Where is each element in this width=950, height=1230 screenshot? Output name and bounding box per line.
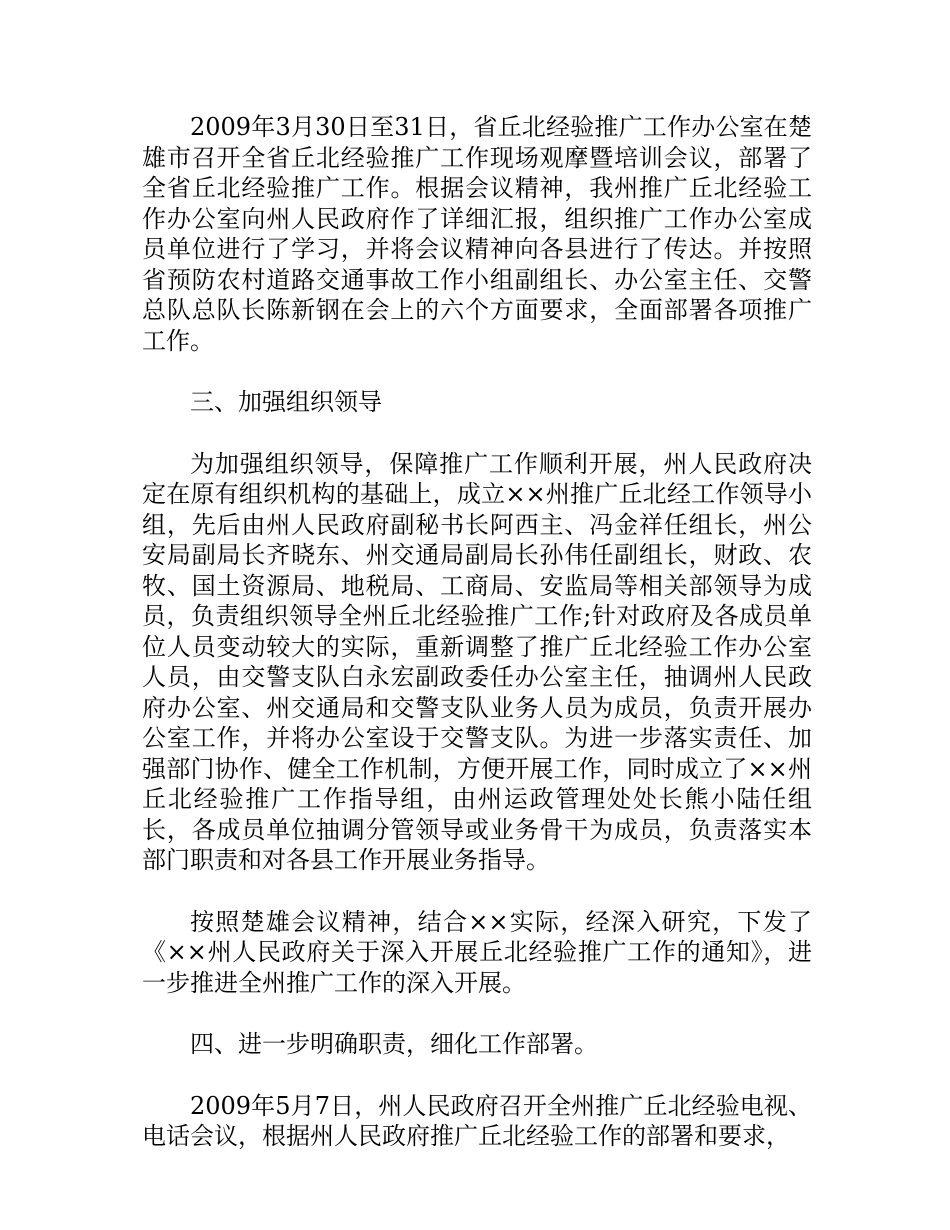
paragraph-chuxiong-notice: 按照楚雄会议精神，结合××实际，经深入研究，下发了《××州人民政府关于深入开展丘北经验推广工作的通知》，进一步推进全州推广工作的深入开展。 (142, 907, 812, 997)
paragraph-gap (142, 418, 812, 449)
paragraph-gap (142, 356, 812, 387)
section-heading-three: 三、加强组织领导 (190, 388, 382, 416)
paragraph-meeting-may: 2009年5月7日，州人民政府召开全州推广丘北经验电视、电话会议，根据州人民政府推广丘北经验工作的部署和要求， (142, 1091, 812, 1150)
paragraph-gap (142, 876, 812, 907)
document-body (142, 112, 812, 1152)
paragraph-meeting-march: 2009年3月30日至31日，省丘北经验推广工作办公室在楚雄市召开全省丘北经验推广工作现场观摩暨培训会议，部署了全省丘北经验推广工作。根据会议精神，我州推广丘北经验工作办公室向州人民政府作了详细汇报，组织推广工作办公室成员单位进行了学习，并将会议精神向各县进行了传达。并按照省预防农村道路交通事故工作小组副组长、办公室主任、交警总队总队长陈新钢在会上的六个方面要求，全面部署各项推广工作。 (142, 113, 812, 355)
section-heading-four: 四、进一步明确职责，细化工作部署。 (190, 1030, 598, 1058)
paragraph-gap (142, 998, 812, 1029)
paragraph-organization: 为加强组织领导，保障推广工作顺利开展，州人民政府决定在原有组织机构的基础上，成立××州推广丘北经工作领导小组，先后由州人民政府副秘书长阿西主、冯金祥任组长，州公安局副局长齐晓东、州交通局副局长孙伟任副组长，财政、农牧、国土资源局、地税局、工商局、安监局等相关部领导为成员，负责组织领导全州丘北经验推广工作;针对政府及各成员单位人员变动较大的实际，重新调整了推广丘北经验工作办公室人员，由交警支队白永宏副政委任办公室主任，抽调州人民政府办公室、州交通局和交警支队业务人员为成员，负责开展办公室工作，并将办公室设于交警支队。为进一步落实责任、加强部门协作、健全工作机制，方便开展工作，同时成立了××州丘北经验推广工作指导组，由州运政管理处处长熊小陆任组长，各成员单位抽调分管领导或业务骨干为成员，负责落实本部门职责和对各县工作开展业务指导。 (142, 449, 812, 874)
paragraph-gap (142, 1060, 812, 1091)
